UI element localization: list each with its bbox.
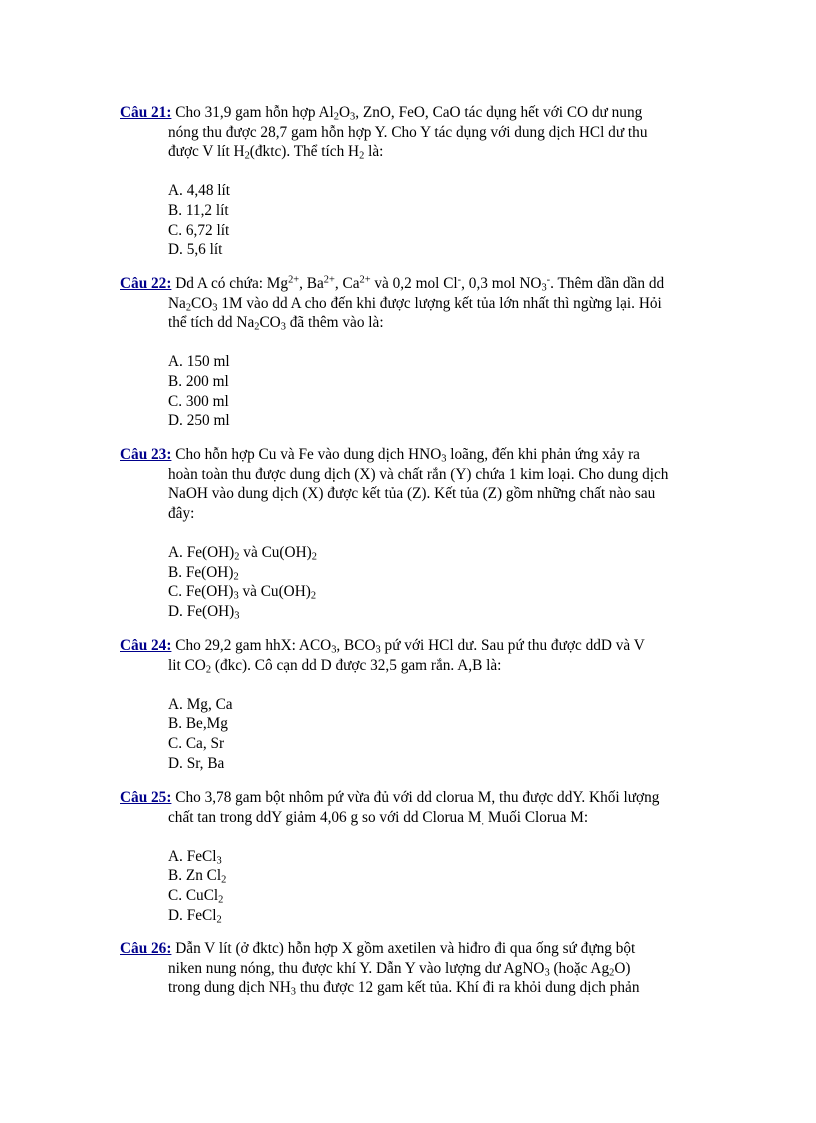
text-run: A. FeCl <box>168 847 217 865</box>
subscript: 2 <box>609 967 615 979</box>
question-label: Câu 26: <box>120 940 172 957</box>
text-run: , 0,3 mol NO <box>461 275 542 292</box>
question-text-line <box>120 313 720 333</box>
text-run: Na <box>168 294 186 312</box>
question-text-line <box>120 808 720 828</box>
question-text-line <box>120 504 720 524</box>
superscript: 2+ <box>359 274 371 286</box>
question-text-line <box>120 788 720 808</box>
text-run: CO <box>191 294 213 312</box>
subscript: 2 <box>310 590 317 602</box>
answer-option <box>168 563 720 583</box>
subscript: 3 <box>544 967 550 979</box>
text-run: D. Sr, Ba <box>168 754 225 772</box>
answer-options <box>120 181 720 259</box>
question-22 <box>120 274 720 431</box>
text-run: (đkc). Cô cạn dd D được 32,5 gam rắn. A,B là: <box>211 656 502 674</box>
text-run: , Ba <box>299 275 324 292</box>
text-run: C. 6,72 lít <box>168 221 230 239</box>
answer-option <box>168 695 720 715</box>
text-run: Cho 29,2 gam hhX: ACO <box>171 637 332 654</box>
question-text-line <box>120 445 720 465</box>
subscript: 2 <box>218 894 224 906</box>
subscript: 2 <box>254 321 260 333</box>
subscript: 3 <box>234 610 240 622</box>
question-text-line <box>120 959 720 979</box>
subscript: 3 <box>441 453 447 465</box>
text-run: chất tan trong ddY giảm 4,06 g so với dd Clorua M <box>168 808 482 826</box>
question-text-line <box>120 274 720 294</box>
text-run: là: <box>364 143 384 161</box>
text-run: lit CO <box>168 656 206 674</box>
answer-options <box>120 543 720 621</box>
subscript: 2 <box>216 914 222 926</box>
text-run: CO <box>259 314 281 332</box>
answer-option <box>168 543 720 563</box>
text-run: O) <box>614 959 631 977</box>
question-text-line <box>120 656 720 676</box>
subscript: 3 <box>331 644 337 656</box>
question-text-line <box>120 123 720 143</box>
question-label: Câu 25: <box>120 789 172 806</box>
answer-option <box>168 582 720 602</box>
text-run: B. Fe(OH) <box>168 563 234 581</box>
text-run: D. Fe(OH) <box>168 602 235 620</box>
text-run: D. FeCl <box>168 906 217 924</box>
answer-option <box>168 352 720 372</box>
text-run: đã thêm vào là: <box>285 314 384 332</box>
text-run: B. 11,2 lít <box>168 201 229 219</box>
subscript: 2 <box>333 111 339 123</box>
answer-options <box>120 695 720 773</box>
text-run: D. 250 ml <box>168 412 230 430</box>
answer-option <box>168 221 720 241</box>
question-24 <box>120 636 720 773</box>
superscript: - <box>546 274 551 286</box>
text-run: thể tích dd Na <box>168 314 255 332</box>
question-label: Câu 24: <box>120 637 172 654</box>
text-run: đây: <box>168 504 195 522</box>
text-run: Cho hỗn hợp Cu và Fe vào dung dịch HNO <box>171 446 442 463</box>
subscript: 2 <box>311 551 317 563</box>
text-run: , Ca <box>334 275 360 292</box>
superscript: - <box>457 274 462 286</box>
text-run: C. CuCl <box>168 886 219 904</box>
answer-options <box>120 352 720 430</box>
question-text-line <box>120 142 720 162</box>
subscript: 2 <box>234 551 240 563</box>
text-run: Cho 3,78 gam bột nhôm pứ vừa đủ với dd clorua M, thu được ddY. Khối lượng <box>171 789 660 806</box>
question-label: Câu 22: <box>120 275 172 292</box>
answer-option <box>168 602 720 622</box>
question-21 <box>120 103 720 260</box>
question-label: Câu 23: <box>120 446 172 463</box>
question-label: Câu 21: <box>120 104 172 121</box>
subscript: 3 <box>290 986 296 998</box>
text-run: NaOH vào dung dịch (X) được kết tủa (Z). Kết tủa (Z) gồm những chất nào sau <box>168 485 656 503</box>
text-run: D. 5,6 lít <box>168 241 223 259</box>
text-run: B. 200 ml <box>168 372 229 390</box>
answer-option <box>168 372 720 392</box>
text-run: và Cu(OH) <box>239 543 312 561</box>
text-run: và Cu(OH) <box>238 583 311 601</box>
answer-option <box>168 392 720 412</box>
answer-option <box>168 240 720 260</box>
question-text-line <box>120 636 720 656</box>
text-run: Dẫn V lít (ở đktc) hỗn hợp X gồm axetilen và hiđro đi qua ống sứ đựng bột <box>171 940 636 957</box>
question-text-line <box>120 465 720 485</box>
answer-option <box>168 201 720 221</box>
text-run: C. 300 ml <box>168 392 229 410</box>
question-23 <box>120 445 720 621</box>
text-run: và 0,2 mol Cl <box>370 275 458 292</box>
subscript: 3 <box>541 282 547 294</box>
text-run: B. Zn Cl <box>168 867 222 885</box>
answer-option <box>168 866 720 886</box>
subscript: 3 <box>280 321 286 333</box>
superscript: 2+ <box>323 274 335 286</box>
subscript: 3 <box>350 111 356 123</box>
subscript: 2 <box>221 874 227 886</box>
question-26 <box>120 939 720 998</box>
answer-option <box>168 734 720 754</box>
text-run: loãng, đến khi phản ứng xảy ra <box>446 446 640 463</box>
subscript: 3 <box>233 590 239 602</box>
subscript: 2 <box>185 302 192 314</box>
text-run: A. Fe(OH) <box>168 543 235 561</box>
answer-option <box>168 411 720 431</box>
text-run: (đktc). Thể tích H <box>249 143 360 161</box>
subscript: 2 <box>233 571 239 583</box>
question-text-line <box>120 103 720 123</box>
text-run: pứ với HCl dư. Sau pứ thu được ddD và V <box>380 637 645 654</box>
text-run: B. Be,Mg <box>168 715 228 733</box>
text-run: 1M vào dd A cho đến khi được lượng kết tủa lớn nhất thì ngừng lại. Hỏi <box>217 294 662 312</box>
text-run: nóng thu được 28,7 gam hỗn hợp Y. Cho Y tác dụng với dung dịch HCl dư thu <box>168 123 648 141</box>
text-run: O <box>338 104 351 121</box>
text-run: A. Mg, Ca <box>168 695 233 713</box>
question-text-line <box>120 294 720 314</box>
text-run: trong dung dịch NH <box>168 979 291 997</box>
subscript: 2 <box>359 150 365 162</box>
answer-option <box>168 714 720 734</box>
answer-option <box>168 181 720 201</box>
text-run: Cho 31,9 gam hỗn hợp Al <box>171 104 334 121</box>
text-run: , ZnO, FeO, CaO tác dụng hết với CO dư nung <box>355 104 643 121</box>
text-run: . Thêm dần dần dd <box>550 275 665 292</box>
subscript: 3 <box>216 855 222 867</box>
answer-option <box>168 906 720 926</box>
text-run: được V lít H <box>168 143 245 161</box>
answer-option <box>168 847 720 867</box>
subscript: 3 <box>212 302 218 314</box>
answer-option <box>168 886 720 906</box>
text-run: C. Fe(OH) <box>168 583 234 601</box>
subscript: 2 <box>244 150 250 162</box>
superscript: 2+ <box>288 274 300 286</box>
subscript: . <box>481 816 485 828</box>
answer-option <box>168 754 720 774</box>
text-run: niken nung nóng, thu được khí Y. Dẫn Y vào lượng dư AgNO <box>168 959 545 977</box>
text-run: , BCO <box>336 637 376 654</box>
text-run: Muối Clorua M: <box>484 808 589 826</box>
question-text-line <box>120 939 720 959</box>
question-text-line <box>120 978 720 998</box>
subscript: 2 <box>205 664 212 676</box>
text-run: A. 150 ml <box>168 353 230 371</box>
text-run: C. Ca, Sr <box>168 734 225 752</box>
text-run: hoàn toàn thu được dung dịch (X) và chất rắn (Y) chứa 1 kim loại. Cho dung dịch <box>168 465 669 483</box>
text-run: thu được 12 gam kết tủa. Khí đi ra khỏi dung dịch phản <box>296 979 640 997</box>
text-run: Dd A có chứa: Mg <box>171 275 289 292</box>
question-25 <box>120 788 720 925</box>
text-run: (hoặc Ag <box>549 959 610 977</box>
text-run: A. 4,48 lít <box>168 182 231 200</box>
question-text-line <box>120 484 720 504</box>
subscript: 3 <box>375 644 381 656</box>
answer-options <box>120 847 720 925</box>
